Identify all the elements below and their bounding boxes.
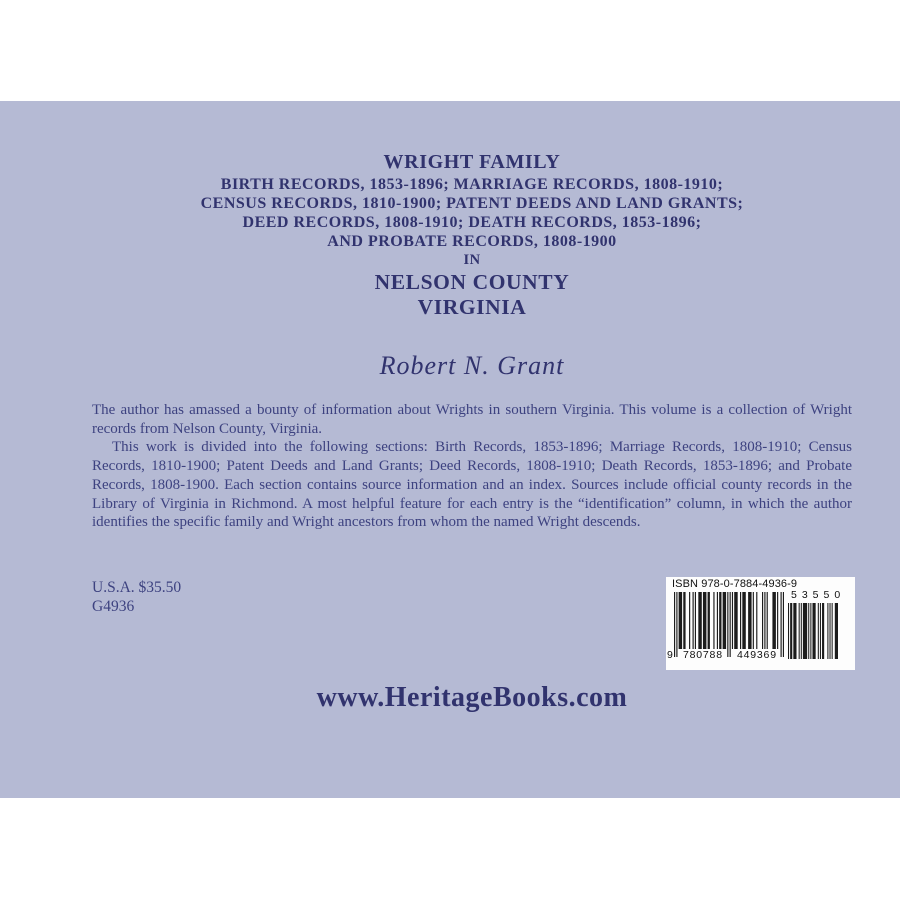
price-block <box>92 579 181 616</box>
county-name: NELSON COUNTY <box>374 270 570 294</box>
subtitle-in-word: IN <box>463 252 481 268</box>
barcode-digit-left: 9 <box>667 649 674 661</box>
barcode-addon-bars <box>788 603 839 660</box>
catalog-code: G4936 <box>92 597 135 615</box>
barcode-digits-group2: 449369 <box>737 649 777 661</box>
state-name: VIRGINIA <box>417 295 527 319</box>
barcode-digits-group1: 780788 <box>683 649 723 661</box>
subtitle-line: CENSUS RECORDS, 1810-1900; PATENT DEEDS AND LAND GRANTS; <box>200 195 744 212</box>
barcode-addon-number: 53550 <box>791 589 846 601</box>
isbn-number-label: ISBN 978-0-7884-4936-9 <box>672 578 798 590</box>
description-paragraph: The author has amassed a bounty of information about Wrights in southern Virginia. This volume is a collection of Wright records from Nelson County, Virginia. <box>92 402 852 437</box>
book-description <box>92 401 852 532</box>
publisher-website: www.HeritageBooks.com <box>316 682 628 713</box>
price: U.S.A. $35.50 <box>92 579 182 596</box>
description-paragraph: This work is divided into the following sections: Birth Records, 1853-1896; Marriage Records, 1808-1910; Census Records, 1810-1900; Patent Deeds and Land Grants; Deed Records, 1808-1910; Death Records, 1853-1896; and Probate Records, 1808-1900. Each section contains source information and an index. Sources include official county records in the Library of Virginia in Richmond. A most helpful feature for each entry is the “identification” column, in which the author identifies the specific family and Wright ancestors from whom the named Wright descends. <box>92 439 852 531</box>
author-name: Robert N. Grant <box>379 351 565 380</box>
subtitle-line: BIRTH RECORDS, 1853-1896; MARRIAGE RECORDS, 1808-1910; <box>220 176 724 193</box>
back-cover <box>0 101 900 798</box>
subtitle-line: DEED RECORDS, 1808-1910; DEATH RECORDS, 1853-1896; <box>242 214 702 231</box>
content-column <box>92 101 852 798</box>
isbn-barcode <box>666 577 855 670</box>
subtitle-line: AND PROBATE RECORDS, 1808-1900 <box>327 233 617 250</box>
title-block <box>92 149 852 320</box>
book-title: WRIGHT FAMILY <box>383 151 561 173</box>
book-subtitle <box>92 175 852 251</box>
